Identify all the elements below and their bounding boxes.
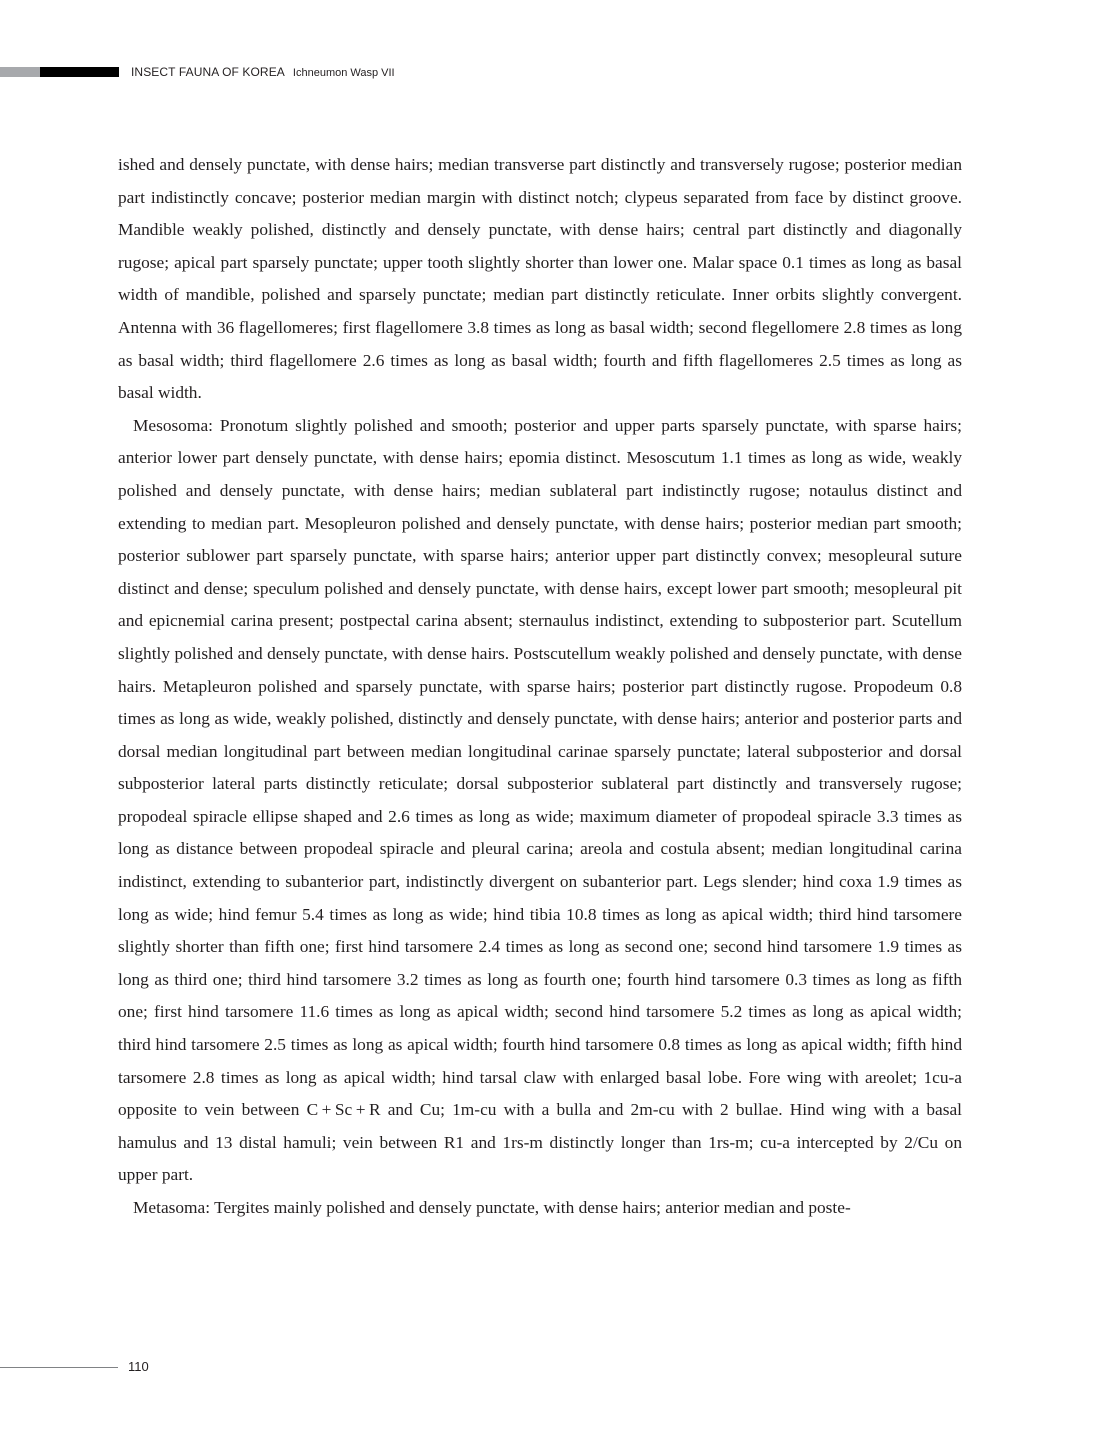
paragraph-head-continued: ished and densely punctate, with dense hairs; median transverse part distinctly and transversely rugose; posterior median part indistinctly concave; posterior median margin with distinct notch; clypeus separated from face by distinct groove. Mandible weakly polished, distinctly and densely punctate, with dense hairs; central part distinctly and diagonally rugose; apical part sparsely punctate; upper tooth slightly shorter than lower one. Malar space 0.1 times as long as basal width of mandible, polished and sparsely punctate; median part distinctly reticulate. Inner orbits slightly convergent. Antenna with 36 flagellomeres; first flagellomere 3.8 times as long as basal width; second flegellomere 2.8 times as long as basal width; third flagellomere 2.6 times as long as basal width; fourth and fifth flagellomeres 2.5 times as long as basal width. [118, 155, 962, 403]
header-bar-black [40, 67, 119, 77]
series-title: INSECT FAUNA OF KOREA [131, 65, 285, 79]
footer-rule [0, 1367, 118, 1368]
paragraph-metasoma: Metasoma: Tergites mainly polished and densely punctate, with dense hairs; anterior median and poste- [133, 1198, 851, 1217]
page-number: 110 [128, 1359, 149, 1374]
running-head [131, 64, 395, 81]
paragraph-mesosoma: Mesosoma: Pronotum slightly polished and smooth; posterior and upper parts sparsely punctate, with sparse hairs; anterior lower part densely punctate, with dense hairs; epomia distinct. Mesoscutum 1.1 times as long as wide, weakly polished and densely punctate, with dense hairs; median sublateral part indistinctly rugose; notaulus distinct and extending to median part. Mesopleuron polished and densely punctate, with dense hairs; posterior median part smooth; posterior sublower part sparsely punctate, with sparse hairs; anterior upper part distinctly convex; mesopleural suture distinct and dense; speculum polished and densely punctate, with dense hairs, except lower part smooth; mesopleural pit and epicnemial carina present; postpectal carina absent; sternaulus indistinct, extending to subposterior part. Scutellum slightly polished and densely punctate, with dense hairs. Postscutellum weakly polished and densely punctate, with dense hairs. Metapleuron polished and sparsely punctate, with sparse hairs; posterior part distinctly rugose. Propodeum 0.8 times as long as wide, weakly polished, distinctly and densely punctate, with dense hairs; anterior and posterior parts and dorsal median longitudinal part between median longitudinal carinae sparsely punctate; lateral subposterior and dorsal subposterior lateral parts distinctly reticulate; dorsal subposterior sublateral part distinctly and transversely rugose; propodeal spiracle ellipse shaped and 2.6 times as long as wide; maximum diameter of propodeal spiracle 3.3 times as long as distance between propodeal spiracle and pleural carina; areola and costula absent; median longitudinal carina indistinct, extending to subanterior part, indistinctly divergent on subanterior part. Legs slender; hind coxa 1.9 times as long as wide; hind femur 5.4 times as long as wide; hind tibia 10.8 times as long as apical width; third hind tarsomere slightly shorter than fifth one; first hind tarsomere 2.4 times as long as second one; second hind tarsomere 1.9 times as long as third one; third hind tarsomere 3.2 times as long as fourth one; fourth hind tarsomere 0.3 times as long as fifth one; first hind tarsomere 11.6 times as long as apical width; second hind tarsomere 5.2 times as long as apical width; third hind tarsomere 2.5 times as long as apical width; fourth hind tarsomere 0.8 times as long as apical width; fifth hind tarsomere 2.8 times as long as apical width; hind tarsal claw with enlarged basal lobe. Fore wing with areolet; 1cu-a opposite to vein between C + Sc + R and Cu; 1m-cu with a bulla and 2m-cu with 2 bullae. Hind wing with a basal hamulus and 13 distal hamuli; vein between R1 and 1rs-m distinctly longer than 1rs-m; cu-a intercepted by 2/Cu on upper part. [118, 415, 962, 1185]
volume-title: Ichneumon Wasp VII [292, 67, 395, 79]
header-bar-gray [0, 67, 40, 77]
body-text [118, 149, 962, 1225]
